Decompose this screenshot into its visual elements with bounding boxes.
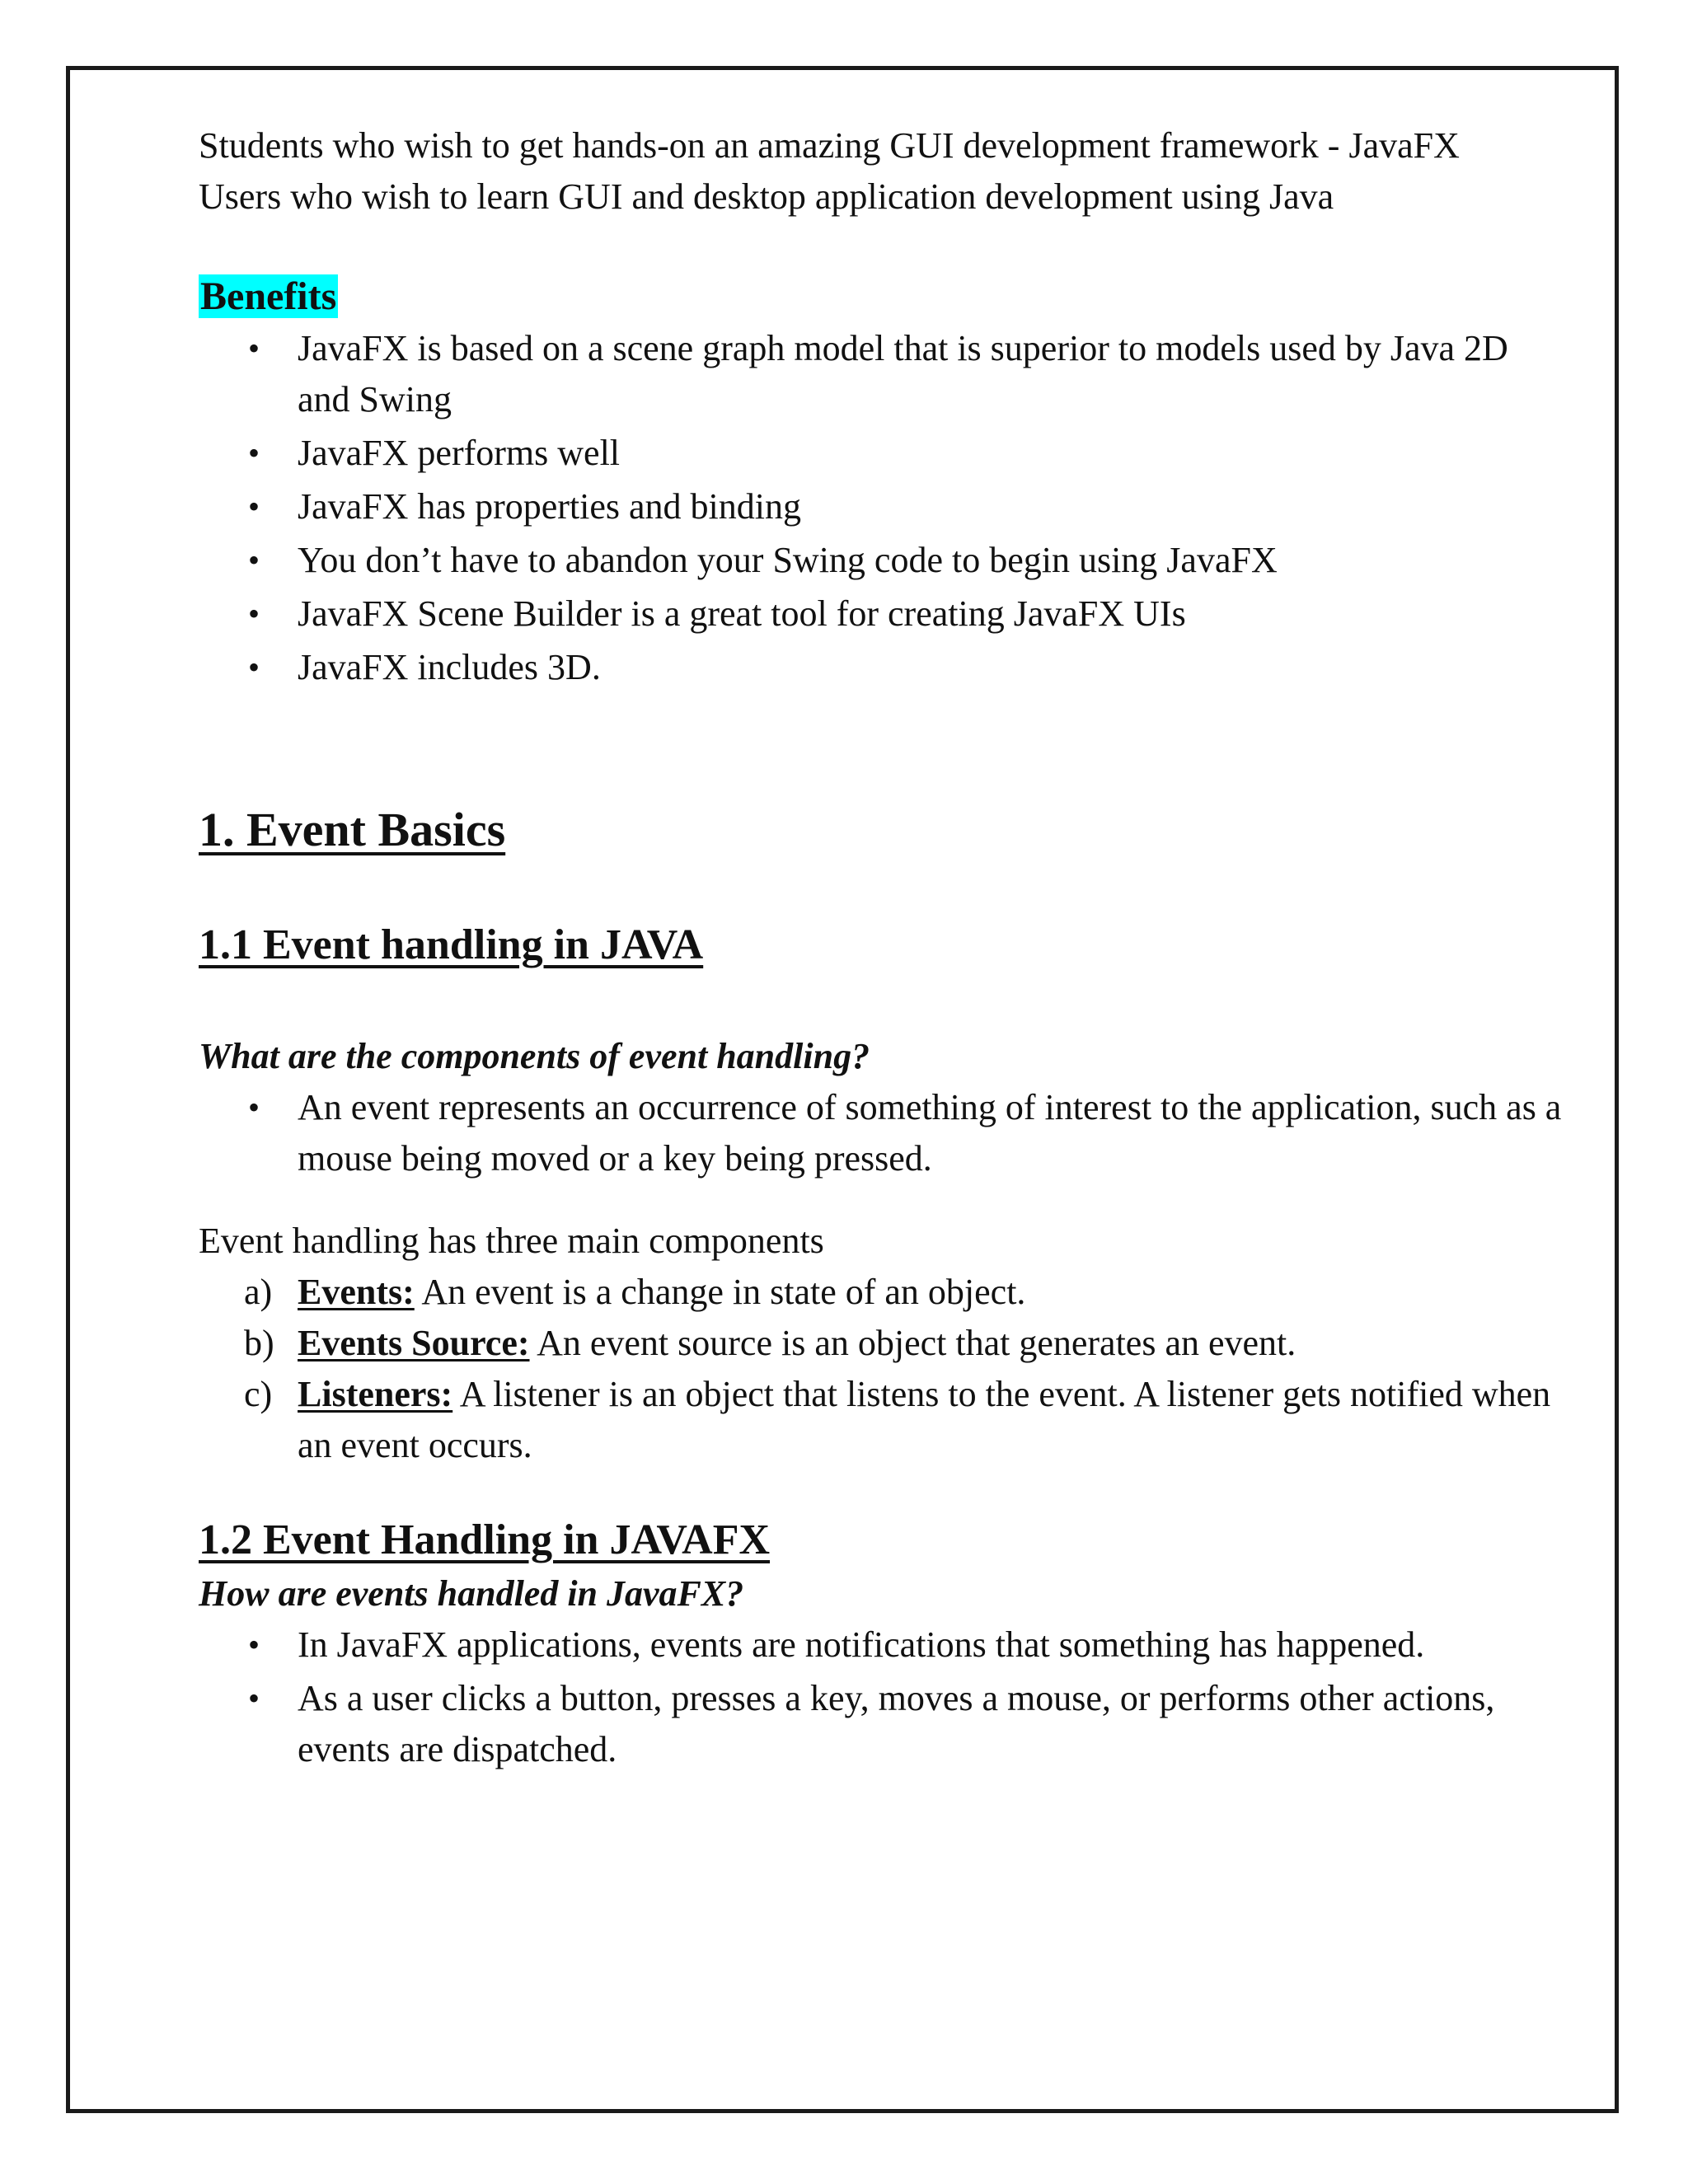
list-item [199,1673,1567,1775]
list-item [199,1082,1567,1184]
benefits-list [199,323,1567,693]
term-description: An event source is an object that generates an event. [529,1323,1296,1363]
bullet-icon: • [248,1089,260,1126]
list-marker: c) [244,1374,273,1414]
bullet-icon: • [248,1680,260,1717]
bullet-icon: • [248,488,260,525]
term-description: A listener is an object that listens to the event. A listener gets notified when an event occurs. [298,1374,1551,1465]
intro-line: Students who wish to get hands-on an amazing GUI development framework - JavaFX [199,125,1460,166]
page-content [199,120,1567,1778]
list-marker: a) [244,1272,273,1312]
bullet-icon: • [248,595,260,632]
intro-paragraph [199,120,1567,223]
list-item [199,1619,1567,1671]
term-label: Events: [298,1272,415,1312]
list-item-text: In JavaFX applications, events are notifications that something has happened. [298,1624,1425,1665]
subsection-heading: 1.2 Event Handling in JAVAFX [199,1516,771,1563]
list-item-text: JavaFX is based on a scene graph model that is superior to models used by Java 2D and Swing [298,328,1508,419]
list-item [199,1318,1567,1369]
list-item [199,428,1567,479]
list-item [199,535,1567,586]
components-list [199,1267,1567,1471]
list-item-text: JavaFX has properties and binding [298,486,801,527]
benefits-heading-text: Benefits [200,274,337,318]
list-item [199,1369,1567,1471]
list-item [199,481,1567,532]
intro-line: Users who wish to learn GUI and desktop application development using Java [199,176,1334,217]
bullet-icon: • [248,330,260,367]
term-label: Listeners: [298,1374,453,1414]
question-heading: How are events handled in JavaFX? [199,1573,744,1614]
list-item [199,323,1567,425]
bullet-icon: • [248,1626,260,1663]
list-item [199,1267,1567,1318]
question-heading: What are the components of event handling? [199,1036,870,1076]
list-item [199,588,1567,640]
javafx-events-list [199,1619,1567,1775]
list-item-text: JavaFX includes 3D. [298,647,601,687]
bullet-icon: • [248,541,260,579]
list-item-text: An event represents an occurrence of something of interest to the application, such as a mouse being moved or a key being pressed. [298,1087,1562,1179]
list-item-text: As a user clicks a button, presses a key, moves a mouse, or performs other actions, events are dispatched. [298,1678,1495,1769]
list-item-text: JavaFX Scene Builder is a great tool for creating JavaFX UIs [298,593,1186,634]
list-item-text: JavaFX performs well [298,433,621,473]
section-heading: 1. Event Basics [199,803,506,856]
list-item-text: You don’t have to abandon your Swing code to begin using JavaFX [298,540,1278,580]
bullet-icon: • [248,434,260,471]
term-label: Events Source: [298,1323,530,1363]
event-definition-list [199,1082,1567,1184]
benefits-heading [199,270,1567,323]
bullet-icon: • [248,649,260,686]
term-description: An event is a change in state of an object. [414,1272,1026,1312]
components-intro: Event handling has three main components [199,1221,824,1261]
subsection-heading: 1.1 Event handling in JAVA [199,921,704,968]
list-marker: b) [244,1323,274,1363]
list-item [199,642,1567,693]
